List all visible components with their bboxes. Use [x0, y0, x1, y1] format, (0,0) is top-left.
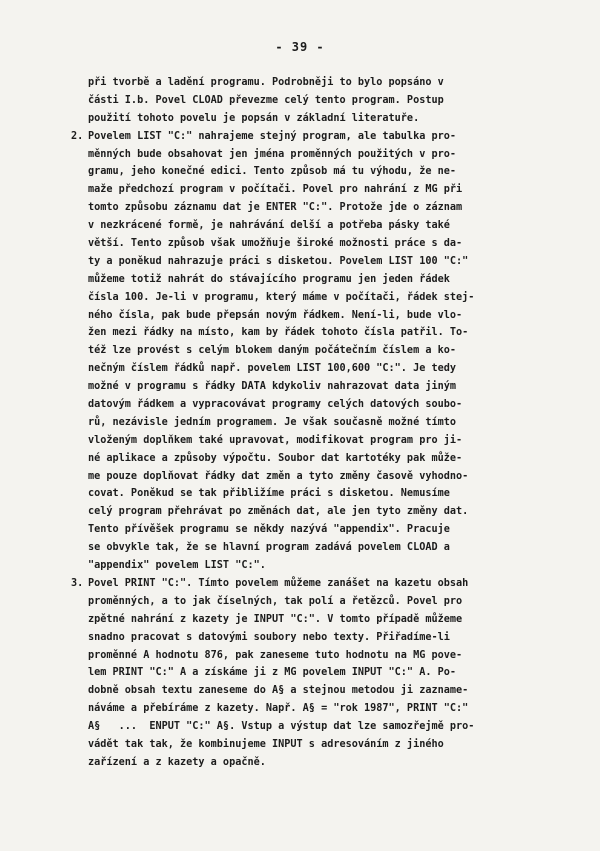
text-line: možné v programu s řádky DATA kdykoliv nahrazovat data jiným — [88, 381, 457, 393]
text-line: proměnných, a to jak číselných, tak polí a řetězců. Povel pro — [88, 595, 463, 607]
text-line: vádět tak tak, že kombinujeme INPUT s adresováním z jiného — [88, 738, 444, 750]
text-line: též lze provést s celým blokem daným počátečním číslem a ko- — [88, 345, 457, 357]
text-line: Tento přívěšek programu se někdy nazývá "appendix". Pracuje — [88, 524, 450, 536]
text-line: zařízení a z kazety a opačně. — [88, 756, 266, 768]
list-item-number: 3. — [71, 577, 84, 589]
intro-paragraph — [88, 74, 558, 128]
text-line: můžeme totiž nahrát do stávajícího programu jen jeden řádek — [88, 273, 450, 285]
text-line: náváme a přebíráme z kazety. Např. A§ = "rok 1987", PRINT "C:" — [88, 703, 469, 715]
text-line: nečným číslem řádků např. povelem LIST 100,600 "C:". Je tedy — [88, 363, 457, 375]
text-line: použití tohoto povelu je popsán v základní literatuře. — [88, 112, 420, 124]
text-line: me pouze doplňovat řádky dat změn a tyto změny časově vyhodno- — [88, 470, 469, 482]
text-line: gramu, jeho konečné edici. Tento způsob má tu výhodu, že ne- — [88, 166, 457, 178]
text-line: proměnné A hodnotu 876, pak zaneseme tuto hodnotu na MG pove- — [88, 649, 463, 661]
text-line: 3. Povel PRINT "C:". Tímto povelem můžeme zanášet na kazetu obsah — [88, 575, 558, 593]
list-item-number: 2. — [71, 130, 84, 142]
text-line: covat. Poněkud se tak přibližíme práci s disketou. Nemusíme — [88, 488, 450, 500]
text-line: né aplikace a způsoby výpočtu. Soubor dat kartotéky pak může- — [88, 452, 463, 464]
text-line: ného čísla, pak bude přepsán novým řádkem. Není-li, bude vlo- — [88, 309, 463, 321]
text-line: části I.b. Povel CLOAD převezme celý tento program. Postup — [88, 94, 444, 106]
text-line: "appendix" povelem LIST "C:". — [88, 560, 266, 572]
text-line: tomto způsobu záznamu dat je ENTER "C:". Protože jde o záznam — [88, 202, 463, 214]
text-line: dobně obsah textu zaneseme do A§ a stejnou metodou ji zazname- — [88, 685, 469, 697]
text-line: žen mezi řádky na místo, kam by řádek tohoto čísla patřil. To- — [88, 327, 469, 339]
text-line: 2. Povelem LIST "C:" nahrajeme stejný program, ale tabulka pro- — [88, 128, 558, 146]
text-line: v nezkrácené formě, je nahrávání delší a potřeba pásky také — [88, 220, 450, 232]
text-line: ty a poněkud nahrazuje práci s disketou. Povelem LIST 100 "C:" — [88, 255, 469, 267]
text-line: maže předchozí program v počítači. Povel pro nahrání z MG při — [88, 184, 463, 196]
text-line: rů, nezávisle jedním programem. Je však současně možné tímto — [88, 416, 457, 428]
text-line: se obvykle tak, že se hlavní program zadává povelem CLOAD a — [88, 542, 450, 554]
text-line: datovým řádkem a vypracovávat programy celých datových soubo- — [88, 399, 463, 411]
text-line: snadno pracovat s datovými soubory nebo texty. Přiřadíme-li — [88, 631, 450, 643]
body-text — [71, 74, 558, 772]
list-item-3 — [71, 575, 558, 772]
text-line: lem PRINT "C:" A a získáme ji z MG povelem INPUT "C:" A. Po- — [88, 667, 457, 679]
text-line: větší. Tento způsob však umožňuje široké možnosti práce s da- — [88, 238, 463, 250]
text-line: měnných bude obsahovat jen jména proměnných použitých v pro- — [88, 148, 457, 160]
page-number: - 39 - — [275, 40, 325, 54]
text-line: čísla 100. Je-li v programu, který máme v počítači, řádek stej- — [88, 291, 475, 303]
text-line: při tvorbě a ladění programu. Podrobněji to bylo popsáno v — [88, 77, 444, 88]
list-item-2 — [71, 128, 558, 575]
text-line: celý program přehrávat po změnách dat, ale jen tyto změny dat. — [88, 506, 469, 518]
text-line: zpětné nahrání z kazety je INPUT "C:". V tomto případě můžeme — [88, 613, 463, 625]
text-line: A§ ... ENPUT "C:" A§. Vstup a výstup dat lze samozřejmě pro- — [88, 721, 475, 733]
text-line: vloženým doplňkem také upravovat, modifikovat program pro ji- — [88, 434, 463, 446]
